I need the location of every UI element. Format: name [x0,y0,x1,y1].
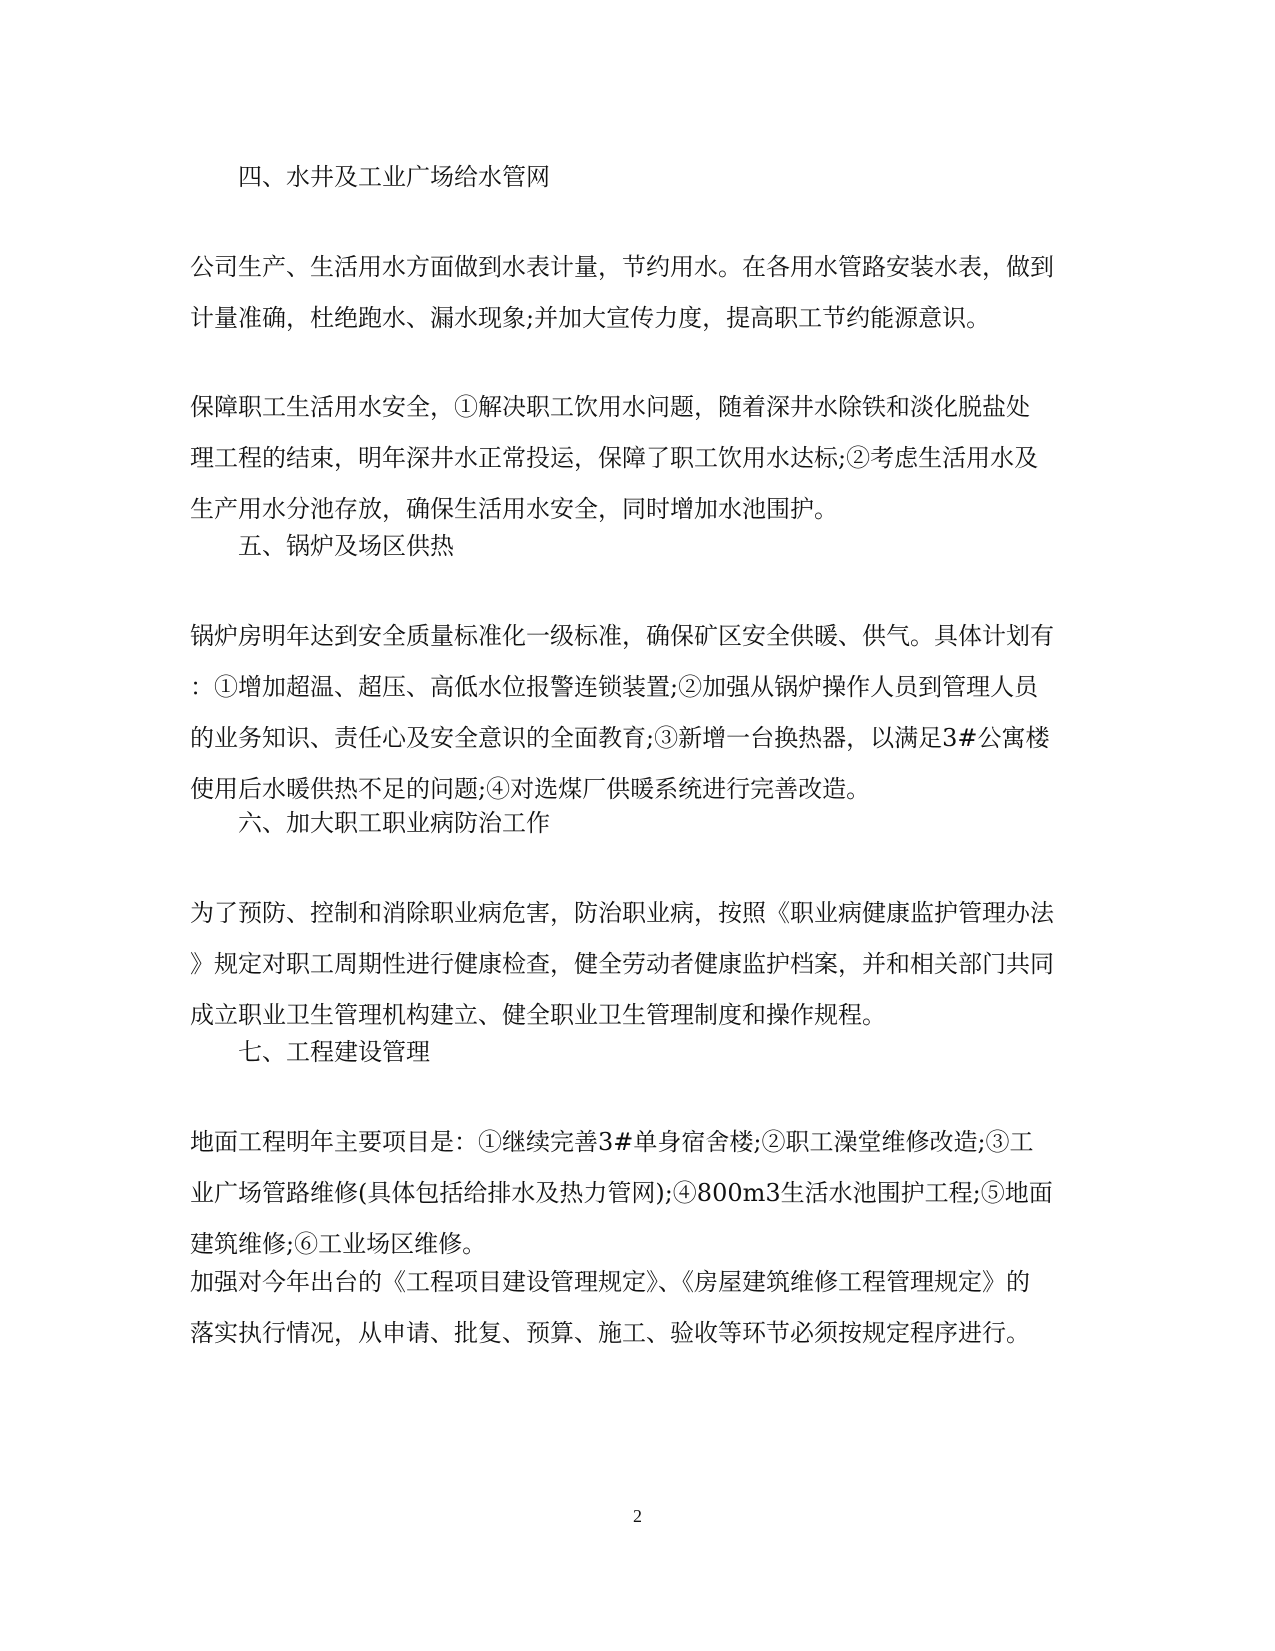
section-heading-6: 六、加大职工职业病防治工作 [238,809,550,837]
paragraph-water-metering [190,242,1090,344]
text-line: 成立职业卫生管理机构建立、健全职业卫生管理制度和操作规程。 [190,1001,886,1029]
text-line: 使用后水暖供热不足的问题;④对选煤厂供暖系统进行完善改造。 [190,775,871,803]
text-line: 为了预防、控制和消除职业病危害，防治职业病，按照《职业病健康监护管理办法 [190,899,1054,927]
text-line: 地面工程明年主要项目是：①继续完善3#单身宿舍楼;②职工澡堂维修改造;③工 [190,1128,1034,1156]
text-line: 保障职工生活用水安全，①解决职工饮用水问题，随着深井水除铁和淡化脱盐处 [190,393,1030,421]
section-heading-5: 五、锅炉及场区供热 [238,532,454,560]
text-line: 加强对今年出台的《工程项目建设管理规定》、《房屋建筑维修工程管理规定》的 [190,1268,1030,1296]
text-line: 落实执行情况，从申请、批复、预算、施工、验收等环节必须按规定程序进行。 [190,1319,1030,1347]
paragraph-ground-projects [190,1117,1090,1270]
text-line: 建筑维修;⑥工业场区维修。 [190,1230,487,1258]
paragraph-regulations [190,1257,1090,1359]
text-line: 业广场管路维修(具体包括给排水及热力管网);④800m3生活水池围护工程;⑤地面 [190,1179,1053,1207]
page-number: 2 [633,1506,642,1526]
text-line: ：①增加超温、超压、高低水位报警连锁装置;②加强从锅炉操作人员到管理人员 [190,673,1039,701]
section-heading-7: 七、工程建设管理 [238,1038,430,1066]
text-line: 生产用水分池存放，确保生活用水安全，同时增加水池围护。 [190,495,838,523]
section-heading-4: 四、水井及工业广场给水管网 [238,163,550,191]
paragraph-boiler [190,611,1090,815]
text-line: 的业务知识、责任心及安全意识的全面教育;③新增一台换热器，以满足3#公寓楼 [190,724,1050,752]
text-line: 锅炉房明年达到安全质量标准化一级标准，确保矿区安全供暖、供气。具体计划有 [190,622,1054,650]
paragraph-water-safety [190,382,1090,535]
text-line: 》规定对职工周期性进行健康检查，健全劳动者健康监护档案，并和相关部门共同 [190,950,1054,978]
text-line: 理工程的结束，明年深井水正常投运，保障了职工饮用水达标;②考虑生活用水及 [190,444,1039,472]
paragraph-occupational-health [190,888,1090,1041]
text-line: 公司生产、生活用水方面做到水表计量，节约用水。在各用水管路安装水表，做到 [190,253,1054,281]
text-line: 计量准确，杜绝跑水、漏水现象;并加大宣传力度，提高职工节约能源意识。 [190,304,991,332]
